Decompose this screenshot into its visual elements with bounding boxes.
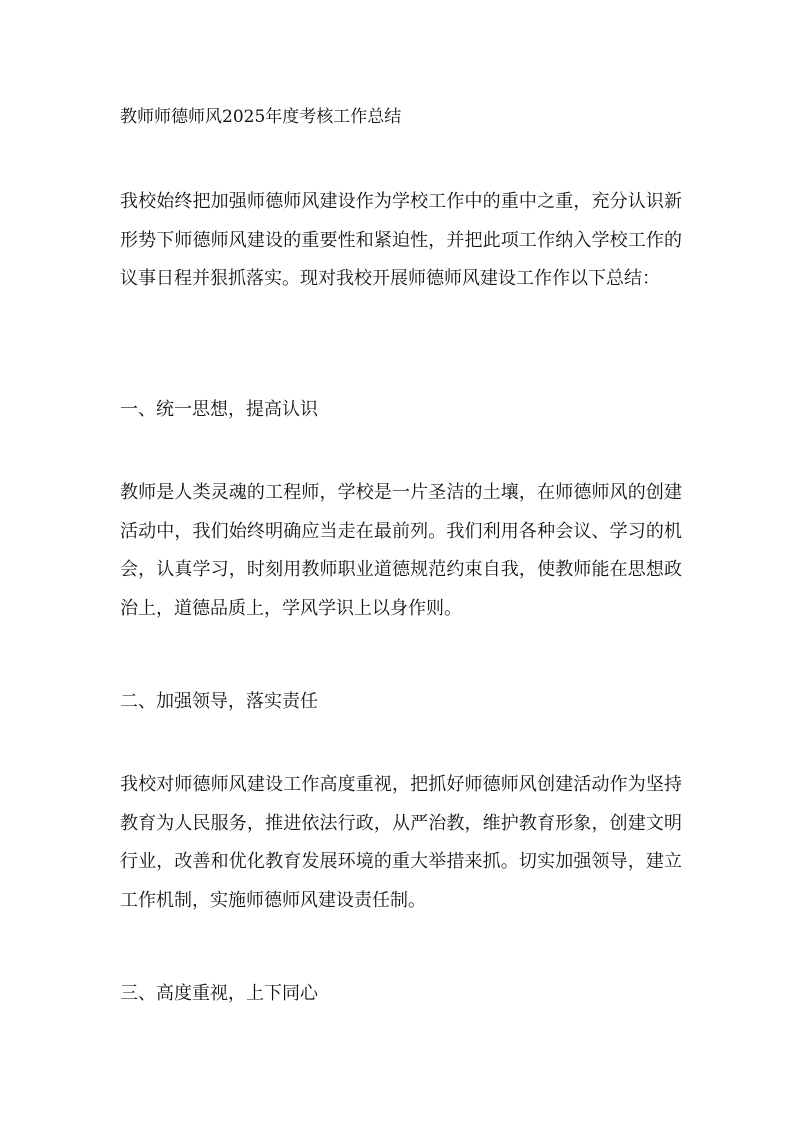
section-body-1: 教师是人类灵魂的工程师，学校是一片圣洁的土壤，在师德师风的创建活动中，我们始终明确应当走在最前列。我们利用各种会议、学习的机会，认真学习，时刻用教师职业道德规范约束自我，使教师能在思想政治上，道德品质上，学风学识上以身作则。	[120, 482, 682, 619]
section-heading-1: 一、统一思想，提高认识	[120, 399, 318, 420]
section-body-2: 我校对师德师风建设工作高度重视，把抓好师德师风创建活动作为坚持教育为人民服务，推进依法行政，从严治教，维护教育形象，创建文明行业，改善和优化教育发展环境的重大举措来抓。切实加强领导，建立工作机制，实施师德师风建设责任制。	[120, 774, 682, 911]
section-heading-3: 三、高度重视，上下同心	[120, 983, 318, 1004]
intro-paragraph: 我校始终把加强师德师风建设作为学校工作中的重中之重，充分认识新形势下师德师风建设的重要性和紧迫性，并把此项工作纳入学校工作的议事日程并狠抓落实。现对我校开展师德师风建设工作作以下总结：	[120, 191, 682, 289]
section-heading-2: 二、加强领导，落实责任	[120, 691, 318, 712]
document-title: 教师师德师风2025年度考核工作总结	[120, 107, 402, 127]
